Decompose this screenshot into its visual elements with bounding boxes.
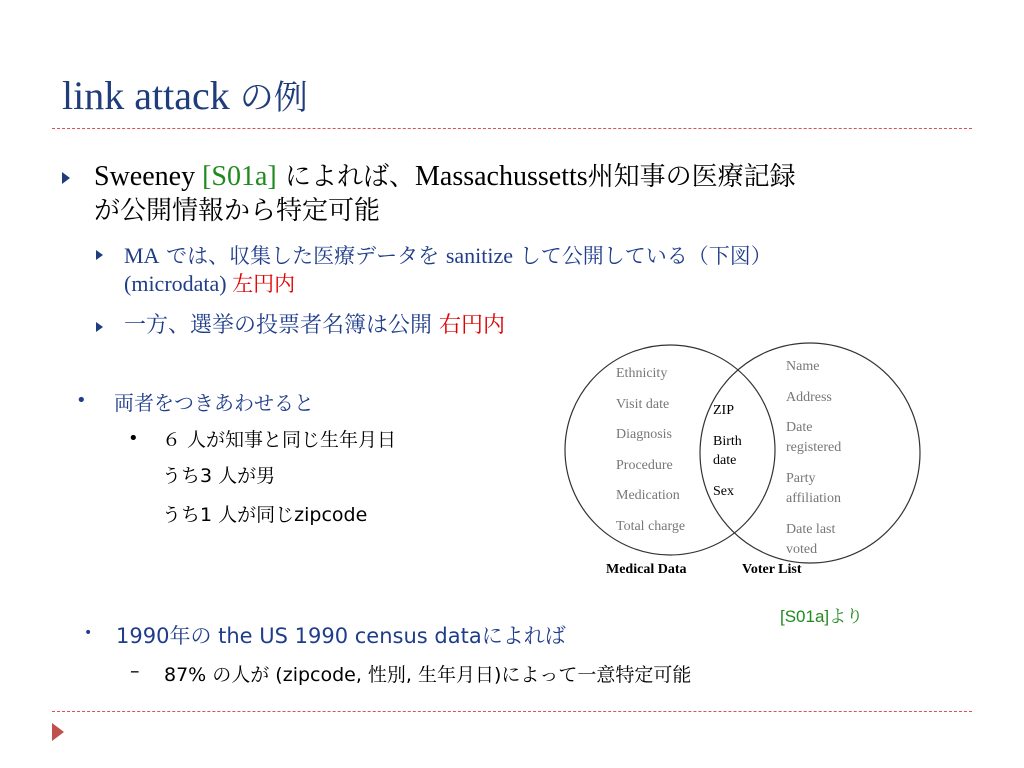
bullet-dot-icon: • bbox=[84, 625, 93, 641]
left-caption: Medical Data bbox=[606, 562, 687, 577]
right-item: Name bbox=[786, 359, 820, 374]
bullet-1-text-b: 州知事の医療記録 bbox=[587, 162, 796, 192]
bullet-dot-icon: • bbox=[76, 390, 87, 411]
corner-triangle-icon bbox=[52, 723, 64, 741]
sub1-left-circle: 左円内 bbox=[232, 272, 296, 296]
sub1-sanitize: sanitize bbox=[445, 243, 514, 268]
bullet-1 bbox=[94, 160, 974, 228]
bullet-1-cite: [S01a] bbox=[202, 161, 277, 192]
top-divider bbox=[52, 128, 972, 129]
sub2-text: 一方、選挙の投票者名簿は公開 bbox=[124, 313, 439, 338]
right-items bbox=[786, 359, 841, 557]
sub-bullet-2 bbox=[124, 312, 505, 340]
census-heading: 1990年の the US 1990 census dataによれば bbox=[116, 624, 566, 648]
left-item: Ethnicity bbox=[616, 366, 668, 381]
both-heading: 両者をつきあわせると bbox=[114, 391, 314, 415]
right-item: Party bbox=[786, 471, 816, 486]
middle-item: ZIP bbox=[713, 403, 734, 418]
census-sub: 87% の人が (zipcode, 性別, 生年月日)によって一意特定可能 bbox=[164, 664, 692, 686]
both-line1: ６ 人が知事と同じ生年月日 bbox=[162, 429, 397, 451]
right-caption: Voter List bbox=[742, 562, 802, 577]
title-latin: link attack bbox=[62, 73, 230, 118]
bullet-dot-icon: • bbox=[128, 428, 139, 449]
bottom-divider bbox=[52, 711, 972, 712]
citation: [S01a]より bbox=[780, 607, 864, 626]
middle-item: date bbox=[713, 453, 737, 468]
sub1-text-b: して公開している（下図） bbox=[513, 244, 772, 268]
left-item: Diagnosis bbox=[616, 427, 672, 442]
bullet-1-text-a: によれば、 bbox=[276, 162, 415, 192]
middle-items bbox=[713, 403, 742, 499]
middle-item: Birth bbox=[713, 434, 742, 449]
left-item: Medication bbox=[616, 488, 680, 503]
sub1-ma: MA bbox=[124, 243, 160, 268]
left-items bbox=[616, 366, 685, 534]
right-item: Date bbox=[786, 420, 813, 435]
sub1-text-a: では、収集した医療データを bbox=[159, 244, 446, 268]
right-item: registered bbox=[786, 440, 842, 455]
right-item: affiliation bbox=[786, 491, 841, 506]
bullet-1-line2: が公開情報から特定可能 bbox=[94, 196, 381, 226]
right-item: voted bbox=[786, 542, 818, 557]
both-line3: うち1 人が同じzipcode bbox=[162, 504, 368, 526]
sub-bullet-1 bbox=[124, 242, 974, 298]
slide-title bbox=[62, 70, 308, 119]
bullet-arrow-icon bbox=[62, 172, 70, 184]
sub2-right-circle: 右円内 bbox=[439, 313, 506, 338]
bullet-1-state: Massachussetts bbox=[415, 161, 588, 192]
bullet-1-author: Sweeney bbox=[94, 161, 203, 192]
census-dash: – bbox=[130, 660, 140, 682]
title-jp: の例 bbox=[239, 78, 308, 118]
left-item: Visit date bbox=[616, 397, 670, 412]
right-item: Address bbox=[786, 390, 832, 405]
both-line2: うち3 人が男 bbox=[162, 465, 276, 487]
left-item: Procedure bbox=[616, 458, 673, 473]
left-item: Total charge bbox=[616, 519, 686, 534]
sub1-microdata: (microdata) bbox=[124, 271, 233, 296]
sub-bullet-arrow-icon bbox=[96, 250, 103, 260]
right-item: Date last bbox=[786, 522, 836, 537]
middle-item: Sex bbox=[713, 484, 734, 499]
venn-diagram bbox=[560, 340, 960, 580]
sub-bullet-arrow-icon bbox=[96, 322, 103, 332]
